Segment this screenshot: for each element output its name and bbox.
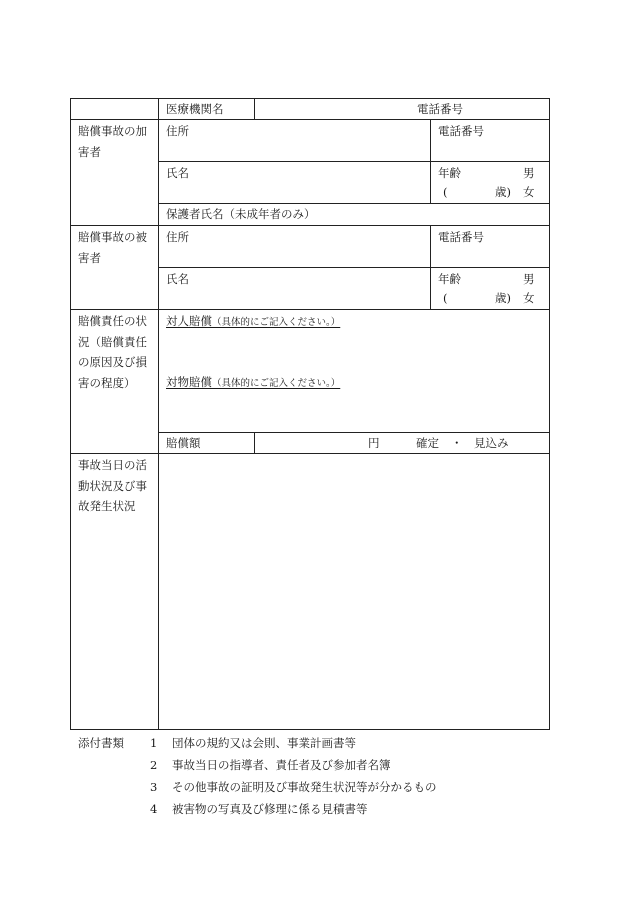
attachments-title: 添付書類 [78,736,124,750]
row-divider-6 [71,309,549,310]
facility-value-divider [254,99,255,120]
attachment-text: 事故当日の指導者、責任者及び参加者名簿 [172,758,391,772]
facility-label: 医療機関名 [166,102,224,116]
perpetrator-name-label: 氏名 [166,166,189,180]
amount-confirmed-option[interactable]: 確定 [416,436,439,450]
attachment-text: 団体の規約又は会則、事業計画書等 [172,736,356,750]
activity-section-label: 事故当日の活動状況及び事故発生状況 [78,458,147,513]
personal-liability-label: 対人賠償 [166,314,212,328]
personal-liability-note: （具体的にご記入ください。） [212,317,341,328]
row-divider-4 [71,225,549,226]
amount-estimate-option[interactable]: 見込み [474,436,509,450]
row-divider-3 [158,203,549,204]
attachment-number: 4 [150,802,158,816]
victim-phone-label: 電話番号 [438,230,484,244]
liability-section-label: 賠償責任の状況（賠償責任の原因及び損害の程度） [78,314,147,390]
attachment-text: 被害物の写真及び修理に係る見積書等 [172,802,368,816]
perpetrator-age-paren: ( [443,185,448,199]
perpetrator-address-label: 住所 [166,124,189,138]
property-liability-heading [166,374,340,392]
victim-female-option[interactable]: 女 [523,291,535,305]
personal-liability-heading [166,313,340,331]
perpetrator-female-option[interactable]: 女 [523,185,535,199]
victim-age-paren: ( [443,291,448,305]
row-divider-1 [71,119,549,120]
perpetrator-male-option[interactable]: 男 [523,166,535,180]
phone-column-divider-perpetrator [430,120,431,204]
victim-age-unit: 歳) [495,291,511,305]
amount-label: 賠償額 [166,436,201,450]
row-divider-5 [158,267,549,268]
accident-report-form [70,98,550,730]
perpetrator-age-unit: 歳) [495,185,511,199]
perpetrator-age-label: 年齢 [438,166,461,180]
activity-writing-area[interactable] [159,454,549,729]
victim-age-label: 年齢 [438,272,461,286]
row-divider-7 [158,432,549,433]
guardian-name-label: 保護者氏名（未成年者のみ） [166,207,316,221]
amount-yen-unit: 円 [368,436,380,450]
facility-phone-label: 電話番号 [417,102,463,116]
perpetrator-phone-label: 電話番号 [438,124,484,138]
victim-section-label: 賠償事故の被害者 [78,230,147,265]
attachment-text: その他事故の証明及び事故発生状況等が分かるもの [172,780,437,794]
property-liability-label: 対物賠償 [166,375,212,389]
row-divider-2 [158,161,549,162]
attachment-number: 3 [150,780,158,794]
property-liability-note: （具体的にご記入ください。） [212,378,341,389]
victim-male-option[interactable]: 男 [523,272,535,286]
attachment-number: 2 [150,758,158,772]
victim-address-label: 住所 [166,230,189,244]
amount-value-divider [254,432,255,453]
attachment-number: 1 [150,736,158,750]
phone-column-divider-victim [430,226,431,310]
amount-separator: ・ [451,436,463,450]
perpetrator-section-label: 賠償事故の加害者 [78,124,147,159]
victim-name-label: 氏名 [166,272,189,286]
